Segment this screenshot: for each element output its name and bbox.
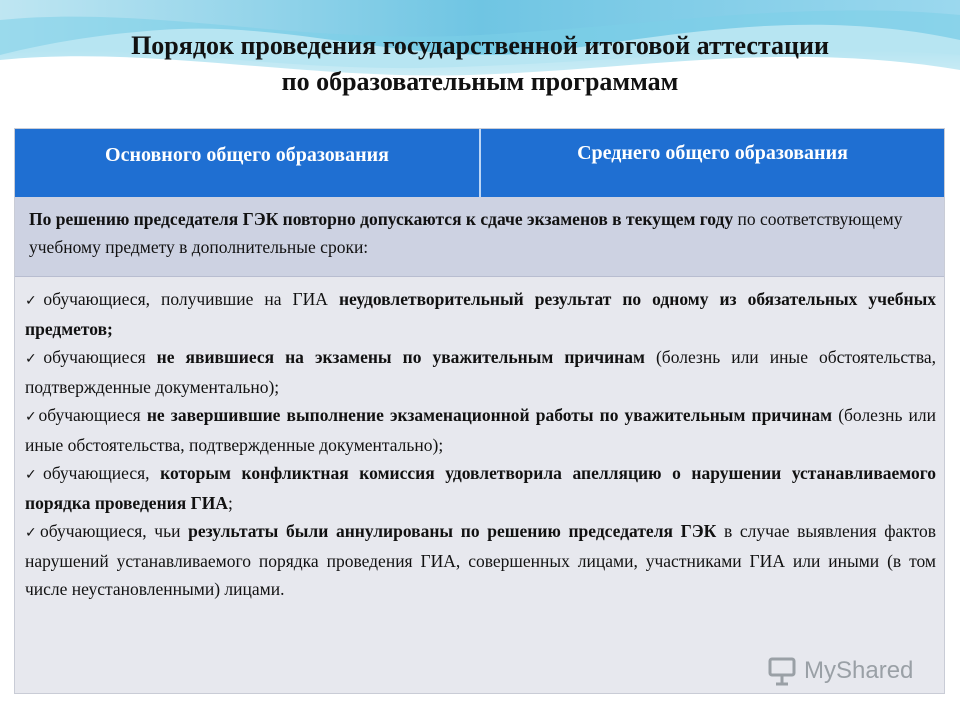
- title-line-2: по образовательным программам: [281, 67, 679, 96]
- item-bold: неудовлетворительный результат по одному из обязательных учебных предметов;: [25, 289, 937, 339]
- item-text: (болезнь или иные обстоятельства, подтвержденные документально);: [25, 347, 937, 397]
- item-text: ;: [227, 493, 233, 513]
- list-item: [25, 517, 936, 603]
- page-title: [40, 28, 920, 100]
- item-text: обучающиеся: [38, 405, 147, 425]
- header-secondary-education: Среднего общего образования: [577, 142, 848, 164]
- item-bold: не завершившие выполнение экзаменационной работы по уважительным причинам: [146, 405, 833, 425]
- item-bold: результаты были аннулированы по решению председателя ГЭК: [188, 521, 717, 541]
- table-header-row: [15, 129, 944, 197]
- intro-row: [15, 197, 944, 277]
- checkmark-bullet-icon: ✓: [25, 409, 39, 425]
- list-item: [25, 459, 936, 517]
- item-text: обучающиеся, получившие на ГИА: [43, 289, 339, 309]
- presentation-board-icon: [766, 656, 798, 686]
- item-text: обучающиеся: [43, 347, 157, 367]
- item-text: в случае выявления фактов нарушений устанавливаемого порядка проведения ГИА, совершенных лицами, участниками ГИА или иными (в том числе неустановленными) лицами.: [25, 521, 936, 599]
- item-bold: не явившиеся на экзамены по уважительным причинам: [156, 347, 645, 367]
- item-text: (болезнь или иные обстоятельства, подтвержденные документально);: [25, 405, 936, 455]
- list-item: [25, 343, 936, 401]
- conditions-list: [15, 277, 944, 603]
- item-text: обучающиеся,: [42, 463, 161, 483]
- item-bold: которым конфликтная комиссия удовлетворила апелляцию о нарушении устанавливаемого порядка проведения ГИА: [25, 463, 936, 513]
- checkmark-bullet-icon: ✓: [25, 293, 44, 309]
- item-text: обучающиеся, чьи: [40, 521, 189, 541]
- checkmark-bullet-icon: ✓: [25, 351, 44, 367]
- intro-normal: по соответствующему учебному предмету в дополнительные сроки:: [29, 209, 903, 257]
- checkmark-bullet-icon: ✓: [25, 525, 41, 541]
- intro-bold: По решению председателя ГЭК повторно допускаются к сдаче экзаменов в текущем году: [29, 209, 734, 229]
- list-item: [25, 285, 936, 343]
- watermark-text: MyShared: [804, 657, 914, 684]
- checkmark-bullet-icon: ✓: [25, 467, 43, 483]
- header-basic-education: Основного общего образования: [15, 129, 481, 197]
- list-item: [25, 401, 936, 459]
- gia-table: [14, 128, 945, 694]
- myshared-watermark: [766, 656, 913, 686]
- title-line-1: Порядок проведения государственной итоговой аттестации: [131, 31, 829, 60]
